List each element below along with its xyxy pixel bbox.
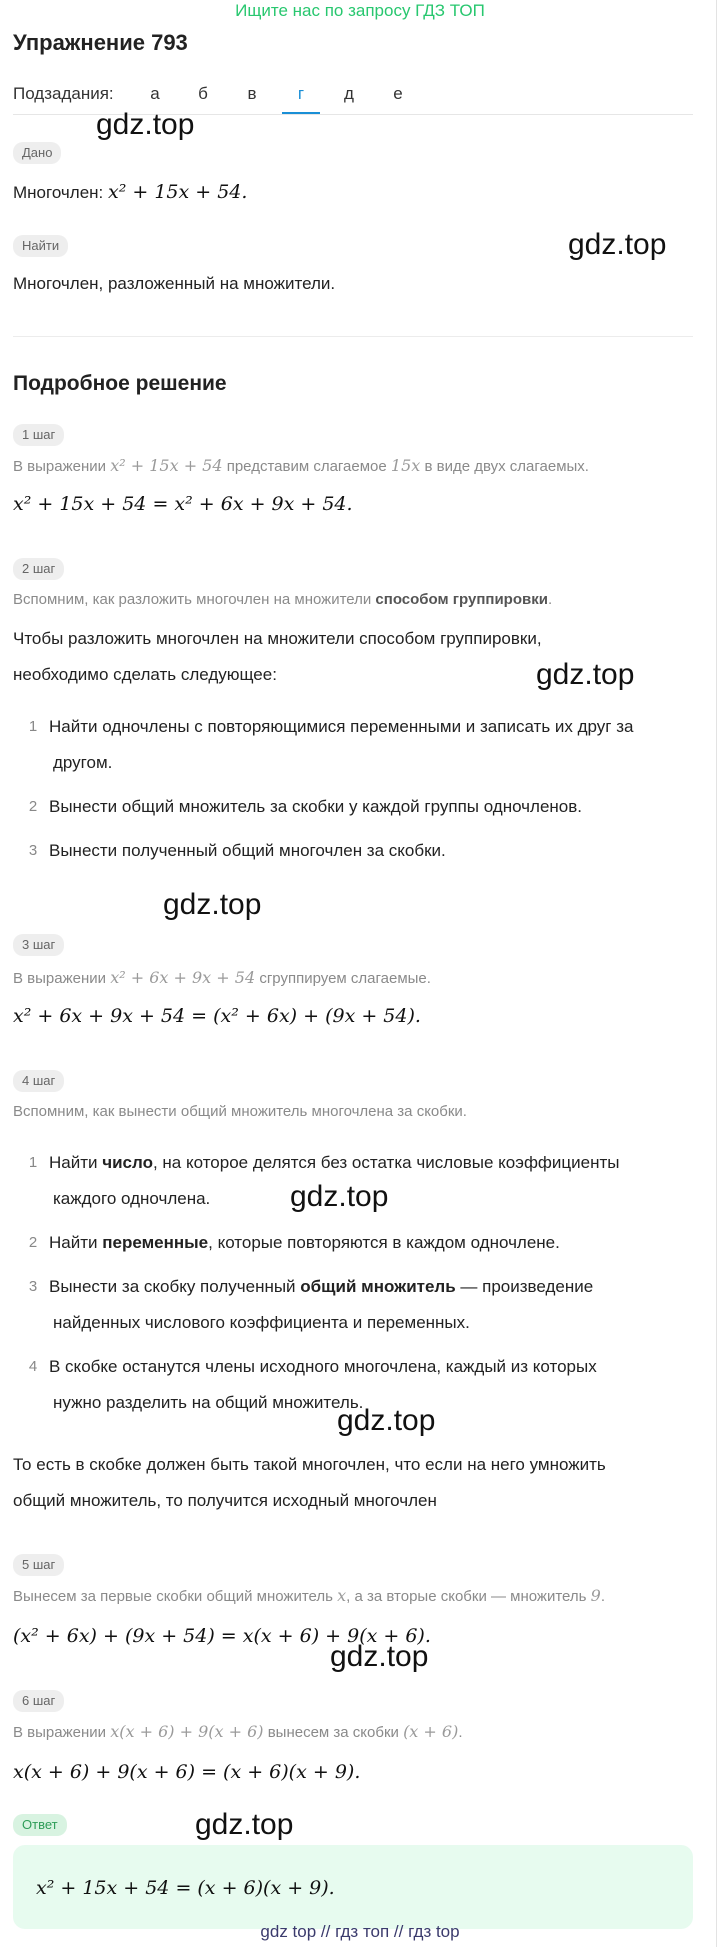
promo-banner[interactable]: Ищите нас по запросу ГДЗ ТОП (235, 1, 485, 20)
watermark: gdz.top (96, 108, 195, 141)
tab-e[interactable]: е (393, 84, 403, 103)
step2-note (13, 590, 552, 610)
footer-links[interactable]: gdz top // гдз топ // гдз top (260, 1922, 460, 1941)
step4-line2: общий множитель, то получится исходный многочлен (13, 1491, 437, 1510)
answer-formula: x² + 15x + 54 = (x + 6)(x + 9). (36, 1877, 335, 1899)
tab-d[interactable]: д (344, 84, 354, 103)
step2-list-item-3: Вынести полученный общий многочлен за скобки. (49, 841, 446, 860)
step4-list-num-3: 3 (28, 1278, 38, 1295)
step5-note-c: . (600, 1588, 605, 1605)
tab-b[interactable]: б (198, 84, 208, 103)
step6-formula: x(x + 6) + 9(x + 6) = (x + 6)(x + 9). (13, 1761, 361, 1783)
step4-item2-a: Найти (49, 1233, 103, 1252)
answer-badge: Ответ (13, 1814, 67, 1836)
step5-note (13, 1586, 605, 1607)
step3-note-b: сгруппируем слагаемые. (259, 970, 431, 987)
step4-item1-c: , на которое делятся без остатка числовые коэффициенты (152, 1153, 620, 1172)
step2-list-item-2: Вынести общий множитель за скобки у каждой группы одночленов. (49, 797, 583, 816)
step2-note-end: . (547, 591, 553, 608)
given-formula: x² + 15x + 54. (108, 181, 248, 203)
step3-formula: x² + 6x + 9x + 54 = (x² + 6x) + (9x + 54). (13, 1005, 421, 1027)
tab-g[interactable]: г (297, 84, 305, 103)
step5-note-b: , а за вторые скобки — множитель (346, 1588, 587, 1605)
step6-note-c: . (458, 1724, 463, 1741)
step5-note-math2: 9 (590, 1586, 601, 1605)
step4-list-num-4: 4 (28, 1358, 38, 1375)
exercise-title: Упражнение 793 (13, 30, 188, 55)
step2-line1: Чтобы разложить многочлен на множители способом группировки, (13, 629, 542, 648)
page-right-border (716, 0, 717, 1947)
tab-v[interactable]: в (247, 84, 257, 103)
step2-list-num-2: 2 (28, 798, 38, 815)
find-text: Многочлен, разложенный на множители. (13, 274, 336, 293)
step3-note-a: В выражении (13, 970, 107, 987)
step4-line1: То есть в скобке должен быть такой многочлен, что если на него умножить (13, 1455, 606, 1474)
watermark: gdz.top (163, 888, 262, 921)
step1-note (13, 456, 589, 477)
step4-item3-a: Вынести за скобку полученный (49, 1277, 301, 1296)
watermark: gdz.top (330, 1640, 429, 1673)
step1-note-a: В выражении (13, 458, 107, 475)
step5-note-math: x (337, 1586, 347, 1605)
step3-badge: 3 шаг (13, 934, 64, 956)
step4-list-num-1: 1 (28, 1154, 38, 1171)
step2-list-num-3: 3 (28, 842, 38, 859)
step4-item2-bold: переменные (102, 1233, 209, 1252)
step2-note-a: Вспомним, как разложить многочлен на множители (13, 591, 372, 608)
step4-item2-c: , которые повторяются в каждом одночлене. (208, 1233, 560, 1252)
step1-note-math2: 15x (390, 456, 421, 475)
find-badge: Найти (13, 235, 68, 257)
step4-list-item-2 (49, 1232, 560, 1254)
watermark: gdz.top (337, 1404, 436, 1437)
step1-note-c: в виде двух слагаемых. (424, 458, 589, 475)
step4-item3-c: — произведение (455, 1277, 594, 1296)
step4-list-num-2: 2 (28, 1234, 38, 1251)
step2-list-item-1: Найти одночлены с повторяющимися переменными и записать их друг за (49, 717, 634, 736)
watermark: gdz.top (290, 1180, 389, 1213)
tab-a[interactable]: а (150, 84, 160, 103)
step4-list-item-4-cont: нужно разделить на общий множитель. (53, 1393, 364, 1412)
watermark: gdz.top (195, 1808, 294, 1841)
step4-item1-a: Найти (49, 1153, 103, 1172)
step6-note (13, 1722, 463, 1743)
watermark: gdz.top (536, 658, 635, 691)
step6-note-math2: (x + 6) (403, 1722, 459, 1741)
step1-note-math: x² + 15x + 54 (110, 456, 223, 475)
step5-note-a: Вынесем за первые скобки общий множитель (13, 1588, 333, 1605)
step4-note: Вспомним, как вынести общий множитель многочлена за скобки. (13, 1103, 467, 1120)
step6-note-a: В выражении (13, 1724, 107, 1741)
section-divider (13, 336, 693, 337)
step4-list-item-4: В скобке останутся члены исходного многочлена, каждый из которых (49, 1357, 597, 1376)
solution-title: Подробное решение (13, 372, 227, 395)
given-label: Многочлен: (13, 183, 104, 202)
step2-line2: необходимо сделать следующее: (13, 665, 277, 684)
subtasks-label: Подзадания: (13, 84, 114, 103)
step4-list-item-3 (49, 1276, 593, 1298)
step1-note-b: представим слагаемое (226, 458, 387, 475)
step6-note-math: x(x + 6) + 9(x + 6) (110, 1722, 264, 1741)
step4-badge: 4 шаг (13, 1070, 64, 1092)
step5-formula: (x² + 6x) + (9x + 54) = x(x + 6) + 9(x + 6). (13, 1625, 431, 1647)
step3-note (13, 968, 431, 989)
step2-badge: 2 шаг (13, 558, 64, 580)
step6-note-b: вынесем за скобки (267, 1724, 399, 1741)
watermark: gdz.top (568, 228, 667, 261)
step2-list-num-1: 1 (28, 718, 38, 735)
given-badge: Дано (13, 142, 61, 164)
step3-note-math: x² + 6x + 9x + 54 (110, 968, 256, 987)
step2-list-item-1-cont: другом. (53, 753, 113, 772)
active-tab-indicator (282, 112, 320, 114)
step1-badge: 1 шаг (13, 424, 64, 446)
step2-note-bold: способом группировки (375, 591, 548, 608)
step4-item1-bold: число (102, 1153, 153, 1172)
step4-list-item-1 (49, 1152, 620, 1174)
step4-list-item-1-cont: каждого одночлена. (53, 1189, 211, 1208)
step4-list-item-3-cont: найденных числового коэффициента и переменных. (53, 1313, 470, 1332)
step4-item3-bold: общий множитель (300, 1277, 456, 1296)
step1-formula: x² + 15x + 54 = x² + 6x + 9x + 54. (13, 493, 353, 515)
step5-badge: 5 шаг (13, 1554, 64, 1576)
step6-badge: 6 шаг (13, 1690, 64, 1712)
given-text (13, 180, 247, 204)
